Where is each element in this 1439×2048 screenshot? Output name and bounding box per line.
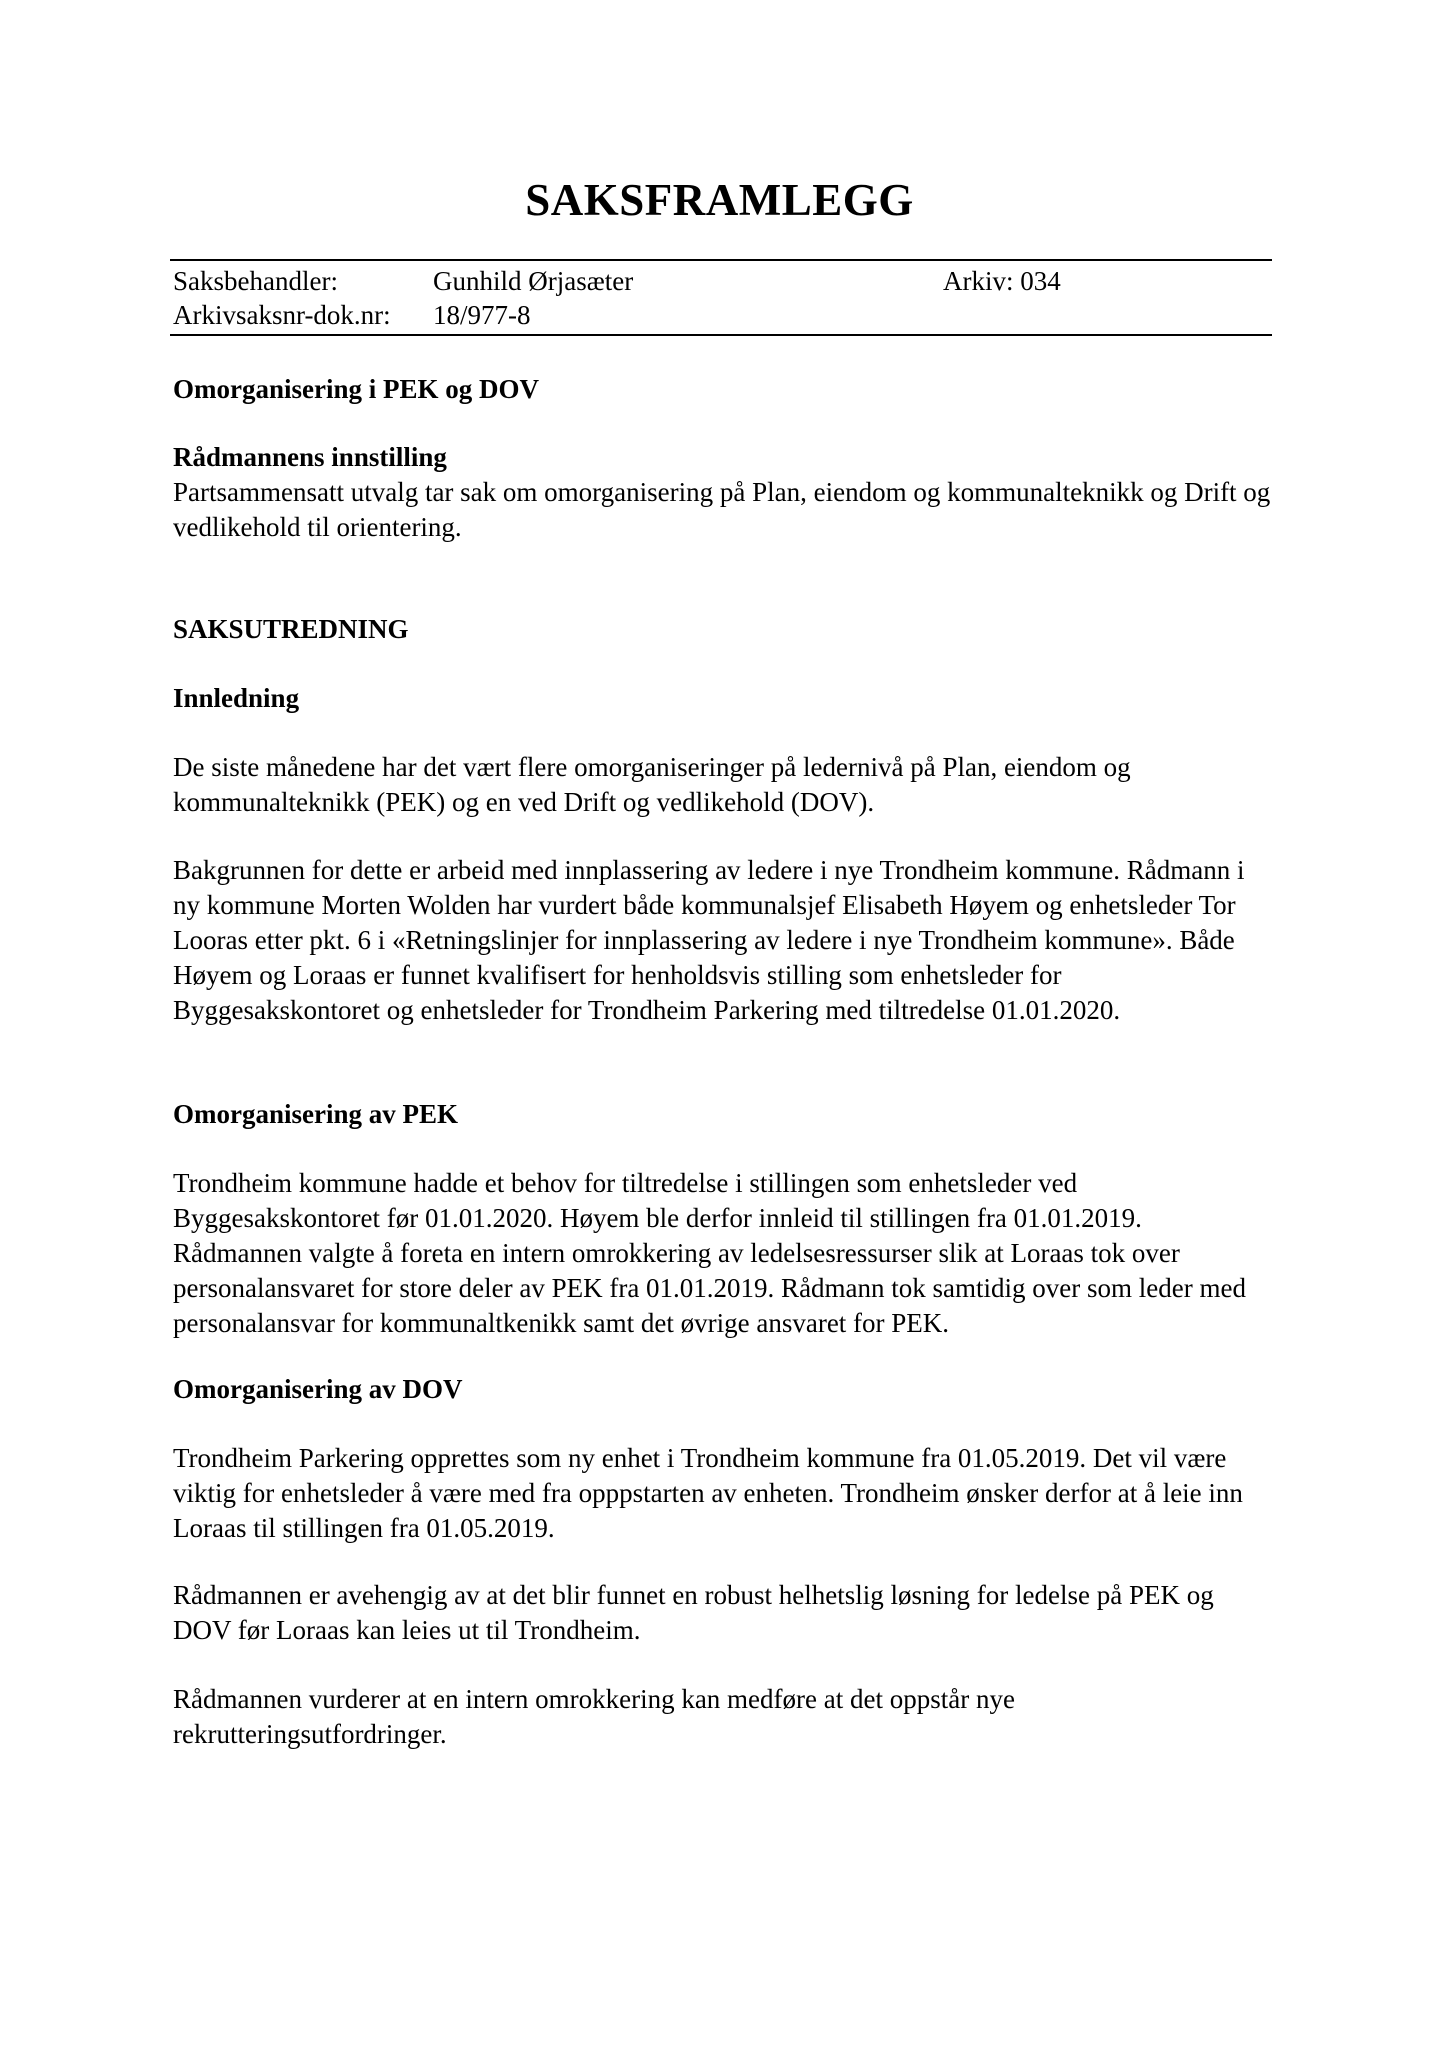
- handler-value: Gunhild Ørjasæter: [433, 266, 634, 296]
- recommendation-paragraph: Partsammensatt utvalg tar sak om omorganisering på Plan, eiendom og kommunalteknikk og Drift og vedlikehold til orientering.: [173, 477, 1271, 542]
- meta-row-case: [173, 297, 1273, 333]
- case-number-value: 18/977-8: [433, 300, 531, 330]
- subject-heading: Omorganisering i PEK og DOV: [173, 374, 539, 404]
- header-rule-bottom: [170, 334, 1272, 336]
- dov-heading: Omorganisering av DOV: [173, 1374, 463, 1404]
- meta-row-handler: [173, 263, 1273, 299]
- intro-paragraph-1-text: De siste månedene har det vært flere omorganiseringer på ledernivå på Plan, eiendom og kommunalteknikk (PEK) og en ved Drift og vedlikehold (DOV).: [173, 752, 1131, 817]
- dov-paragraph-3-text: Rådmannen vurderer at en intern omrokkering kan medføre at det oppstår nye rekrutteringsutfordringer.: [173, 1684, 1015, 1749]
- dov-paragraph-1: [173, 1441, 1273, 1546]
- recommendation-text: [173, 475, 1273, 545]
- header-rule-top: [170, 259, 1272, 261]
- intro-paragraph-2-text: Bakgrunnen for dette er arbeid med innplassering av ledere i nye Trondheim kommune. Rådmann i ny kommune Morten Wolden har vurdert både kommunalsjef Elisabeth Høyem og enhetsleder Tor Looras etter pkt. 6 i «Retningslinjer for innplassering av ledere i nye Trondheim kommune». Både Høyem og Loraas er funnet kvalifisert for henholdsvis stilling som enhetsleder for Byggesakskontoret og enhetsleder for Trondheim Parkering med tiltredelse 01.01.2020.: [173, 855, 1245, 1025]
- pek-paragraph: [173, 1166, 1273, 1341]
- case-number-label: Arkivsaksnr-dok.nr:: [173, 300, 391, 330]
- dov-paragraph-2-text: Rådmannen er avehengig av at det blir funnet en robust helhetslig løsning for ledelse på PEK og DOV før Loraas kan leies ut til Trondheim.: [173, 1580, 1214, 1645]
- dov-paragraph-3: [173, 1682, 1273, 1752]
- recommendation-heading: Rådmannens innstilling: [173, 442, 447, 472]
- pek-paragraph-text: Trondheim kommune hadde et behov for tiltredelse i stillingen som enhetsleder ved Byggesakskontoret før 01.01.2020. Høyem ble derfor innleid til stillingen fra 01.01.2019. Rådmannen valgte å foreta en intern omrokkering av ledelsesressurser slik at Loraas tok over personalansvaret for store deler av PEK fra 01.01.2019. Rådmann tok samtidig over som leder med personalansvar for kommunaltkenikk samt det øvrige ansvaret for PEK.: [173, 1168, 1246, 1338]
- document-title: SAKSFRAMLEGG: [525, 175, 914, 225]
- archive-code: Arkiv: 034: [943, 266, 1061, 296]
- dov-paragraph-1-text: Trondheim Parkering opprettes som ny enhet i Trondheim kommune fra 01.05.2019. Det vil være viktig for enhetsleder å være med fra opppstarten av enheten. Trondheim ønsker derfor at å leie inn Loraas til stillingen fra 01.05.2019.: [173, 1443, 1243, 1543]
- dov-paragraph-2: [173, 1578, 1273, 1648]
- intro-paragraph-2: [173, 853, 1273, 1028]
- intro-paragraph-1: [173, 750, 1273, 820]
- intro-heading: Innledning: [173, 683, 300, 713]
- handler-label: Saksbehandler:: [173, 266, 338, 296]
- pek-heading: Omorganisering av PEK: [173, 1099, 458, 1129]
- section-heading: SAKSUTREDNING: [173, 614, 409, 644]
